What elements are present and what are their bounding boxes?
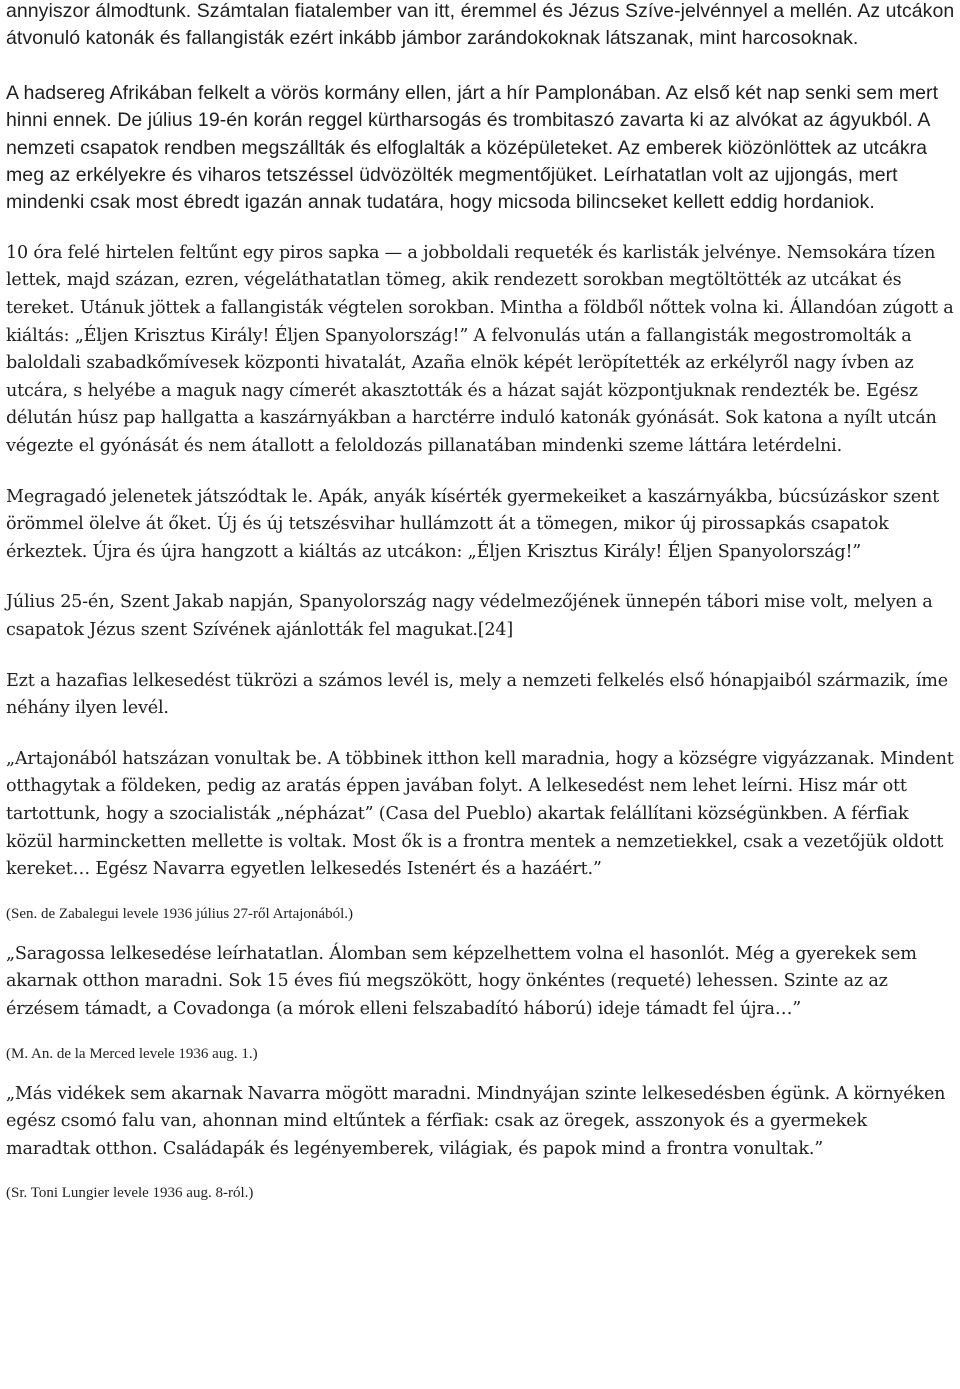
article-body [6,0,956,1203]
paragraph-uprising-pamplona: A hadsereg Afrikában felkelt a vörös kormány ellen, járt a hír Pamplonában. Az első két nap senki sem mert hinni ennek. De július 19-én korán reggel kürtharsogás és trombitaszó zavarta ki az alvókat az ágyukból. A nemzeti csapatok rendben megszállták és elfoglalták a középületeket. Az emberek kiözönlöttek az utcákra meg az erkélyekre és viharos tetszéssel üdvözölték megmentőjüket. Leírhatatlan volt az ujjongás, mert mindenki csak most ébredt igazán annak tudatára, hogy micsoda bilincseket kellett eddig hordaniok. [6,81,939,214]
paragraph-saint-james-day: Július 25-én, Szent Jakab napján, Spanyolország nagy védelmezőjének ünnepén tábori mise volt, melyen a csapatok Jézus szent Szívének ajánlották fel magukat.[24] [6,592,933,640]
paragraph-moving-scenes: Megragadó jelenetek játszódtak le. Apák, anyák kísérték gyermekeiket a kaszárnyákba, búcsúzáskor szent örömmel ölelve át őket. Új és új tetszésvihar hullámzott át a tömegen, mikor új pirossapkás csapatok érkeztek. Újra és újra hangzott a kiáltás az utcákon: „Éljen Krisztus Király! Éljen Spanyolország!” [6,486,939,562]
letter-quote-saragossa: „Saragossa lelkesedése leírhatatlan. Álomban sem képzelhettem volna el hasonlót. Még a gyerekek sem akarnak otthon maradni. Sok 15 éves fiú megszökött, hogy önkéntes (requeté) lehessen. Szinte az az érzésem támadt, a Covadonga (a mórok elleni felszabadító háború) ideje támadt fel újra…” [6,943,917,1019]
letter-quote-artajona: „Artajonából hatszázan vonultak be. A többinek itthon kell maradnia, hogy a községre vigyázzanak. Mindent otthagytak a földeken, pedig az aratás éppen javában folyt. A lelkesedést nem lehet leírni. Hisz már ott tartottunk, hogy a szocialisták „népházat” (Casa del Pueblo) akartak felállítani községünkben. A férfiak közül harmincketten mellette is voltak. Most ők is a frontra mentek a nemzetiekkel, csak a vezetőjük oldott kereket… Egész Navarra egyetlen lelkesedés Istenért és a hazáért.” [6,748,954,880]
letter-source-lungier: (Sr. Toni Lungier levele 1936 aug. 8-ról.) [6,1185,254,1202]
paragraph-red-caps: 10 óra felé hirtelen feltűnt egy piros sapka — a jobboldali requeték és karlisták jelvénye. Nemsokára tízen lettek, majd százan, ezren, végeláthatatlan tömeg, akik rendezett sorokban megtöltötték az utcákat és tereket. Utánuk jöttek a fallangisták végtelen sorokban. Mintha a földből nőttek volna ki. Állandóan zúgott a kiáltás: „Éljen Krisztus Király! Éljen Spanyolország!” A felvonulás után a fallangisták megostromolták a baloldali szabadkőmívesek központi hivatalát, Azaña elnök képét leröpítették az erkélyről nagy ívben az utcára, s helyébe a maguk nagy címerét akasztották és a házat saját központjuknak rendezték be. Egész délután húsz pap hallgatta a kaszárnyákban a harctérre induló katonák gyónását. Sok katona a nyílt utcán végezte el gyónását és nem átallott a feloldozás pillanatában mindenki szeme láttára letérdelni. [6,242,954,456]
letter-source-merced: (M. An. de la Merced levele 1936 aug. 1.) [6,1045,258,1062]
letter-quote-navarra: „Más vidékek sem akarnak Navarra mögött maradni. Mindnyájan szinte lelkesedésben égünk. A környéken egész csomó falu van, ahonnan mind eltűntek a férfiak: csak az öregek, asszonyok és a gyermekek maradtak otthon. Családapák és legényemberek, világiak, és papok mind a frontra vonultak.” [6,1083,946,1159]
paragraph-letters-intro: Ezt a hazafias lelkesedést tükrözi a számos levél is, mely a nemzeti felkelés első hónapjaiból származik, íme néhány ilyen levél. [6,670,948,719]
paragraph-intro-continuation: annyiszor álmodtunk. Számtalan fiatalember van itt, éremmel és Jézus Szíve-jelvénnyel a mellén. Az utcákon átvonuló katonák és fallangisták ezért inkább jámbor zarándokoknak látszanak, mint harcosoknak. [6,0,955,50]
letter-source-zabalegui: (Sen. de Zabalegui levele 1936 július 27-ről Artajonából.) [6,905,353,922]
